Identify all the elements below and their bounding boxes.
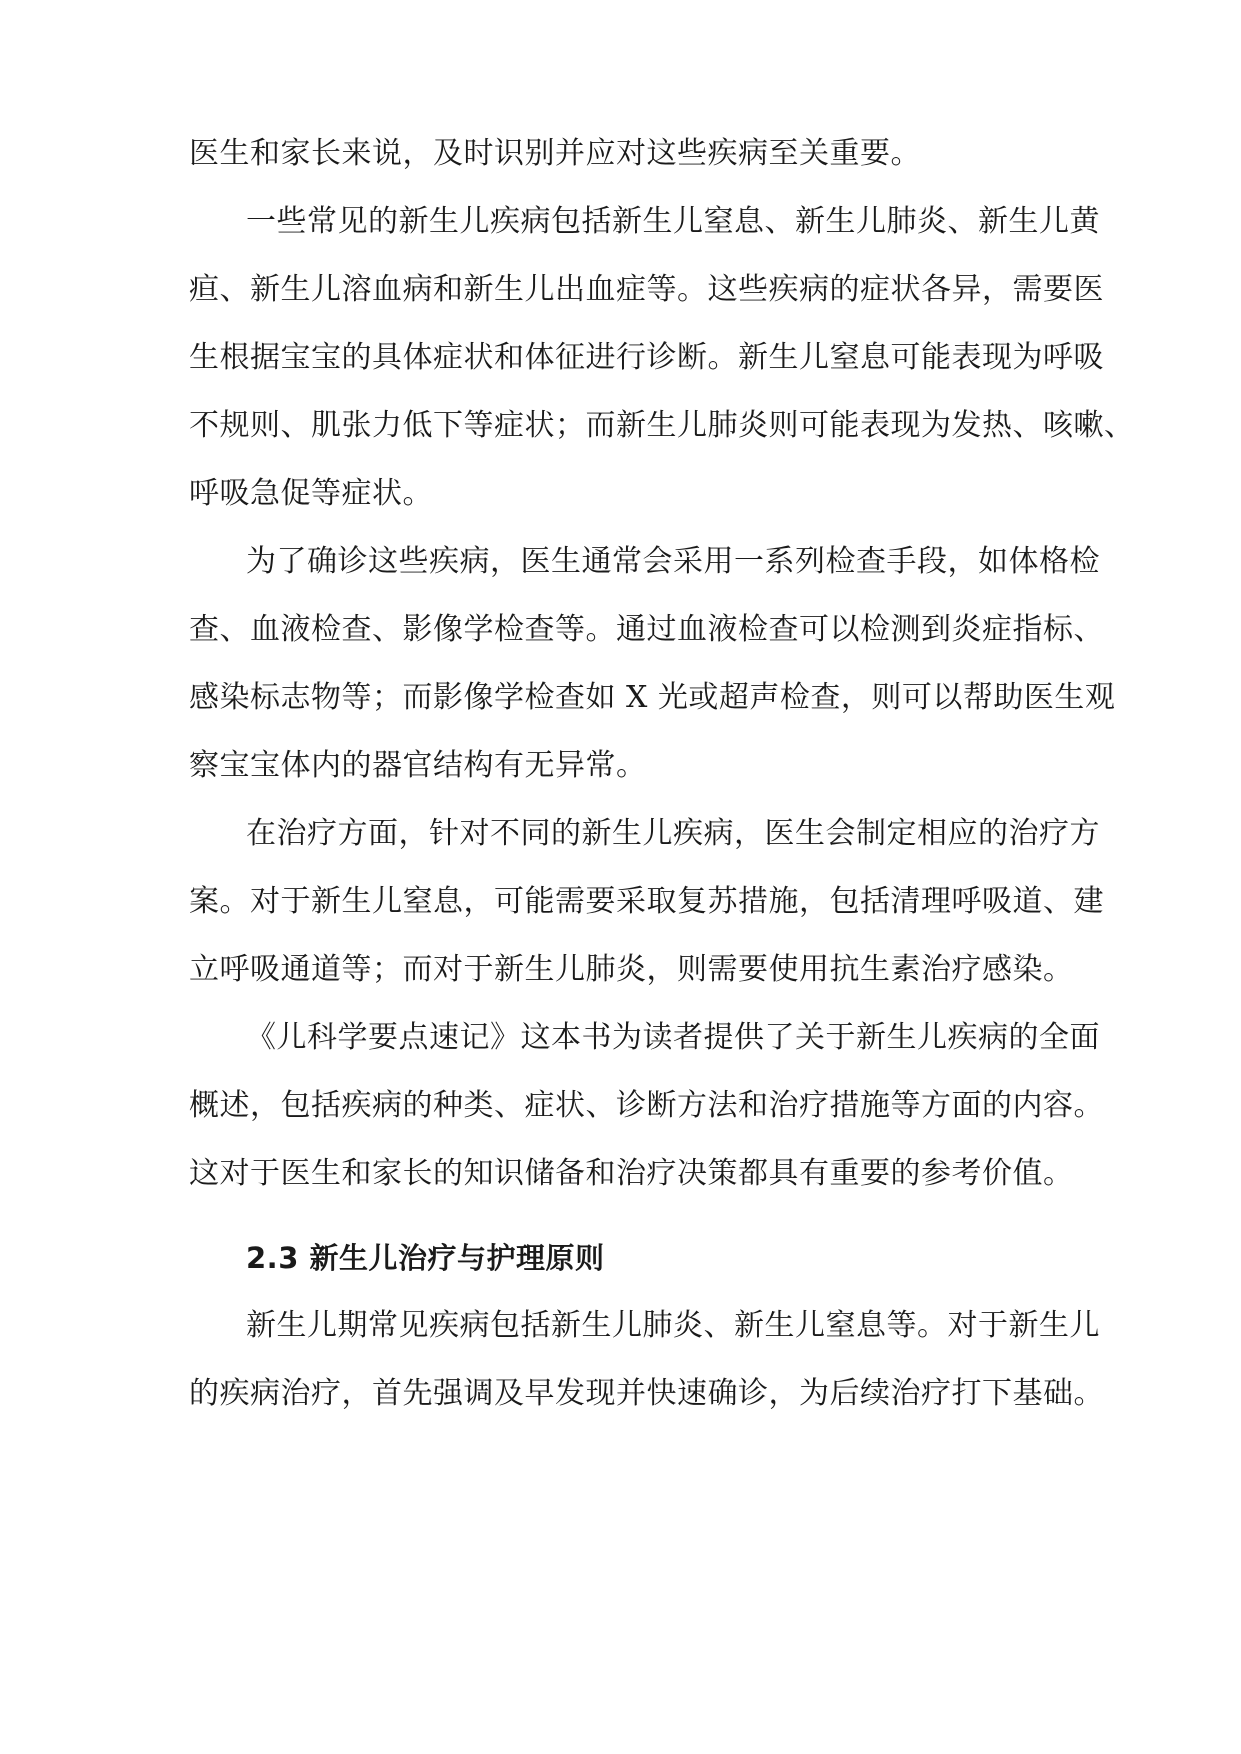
text-line: 感染标志物等；而影像学检查如 X 光或超声检查，则可以帮助医生观 — [189, 680, 1116, 715]
text-line: 查、血液检查、影像学检查等。通过血液检查可以检测到炎症指标、 — [189, 612, 1104, 647]
text-line: 的疾病治疗，首先强调及早发现并快速确诊，为后续治疗打下基础。 — [189, 1376, 1104, 1411]
text-line: 概述，包括疾病的种类、症状、诊断方法和治疗措施等方面的内容。 — [189, 1088, 1104, 1123]
text-line: 一些常见的新生儿疾病包括新生儿窒息、新生儿肺炎、新生儿黄 — [246, 204, 1100, 239]
text-line: 立呼吸通道等；而对于新生儿肺炎，则需要使用抗生素治疗感染。 — [189, 952, 1074, 987]
text-line: 生根据宝宝的具体症状和体征进行诊断。新生儿窒息可能表现为呼吸 — [189, 340, 1104, 375]
text-line: 这对于医生和家长的知识储备和治疗决策都具有重要的参考价值。 — [189, 1156, 1074, 1191]
text-line: 呼吸急促等症状。 — [189, 476, 433, 511]
text-line: 察宝宝体内的器官结构有无异常。 — [189, 748, 647, 783]
text-line: 为了确诊这些疾病，医生通常会采用一系列检查手段，如体格检 — [246, 544, 1100, 579]
text-line: 医生和家长来说，及时识别并应对这些疾病至关重要。 — [189, 136, 921, 171]
text-line: 在治疗方面，针对不同的新生儿疾病，医生会制定相应的治疗方 — [246, 816, 1100, 851]
text-line: 新生儿期常见疾病包括新生儿肺炎、新生儿窒息等。对于新生儿 — [246, 1308, 1100, 1343]
text-line: 《儿科学要点速记》这本书为读者提供了关于新生儿疾病的全面 — [246, 1020, 1100, 1055]
text-line: 疸、新生儿溶血病和新生儿出血症等。这些疾病的症状各异，需要医 — [189, 272, 1104, 307]
text-line: 不规则、肌张力低下等症状；而新生儿肺炎则可能表现为发热、咳嗽、 — [189, 408, 1135, 443]
section-heading: 2.3 新生儿治疗与护理原则 — [246, 1241, 605, 1275]
text-line: 案。对于新生儿窒息，可能需要采取复苏措施，包括清理呼吸道、建 — [189, 884, 1104, 919]
